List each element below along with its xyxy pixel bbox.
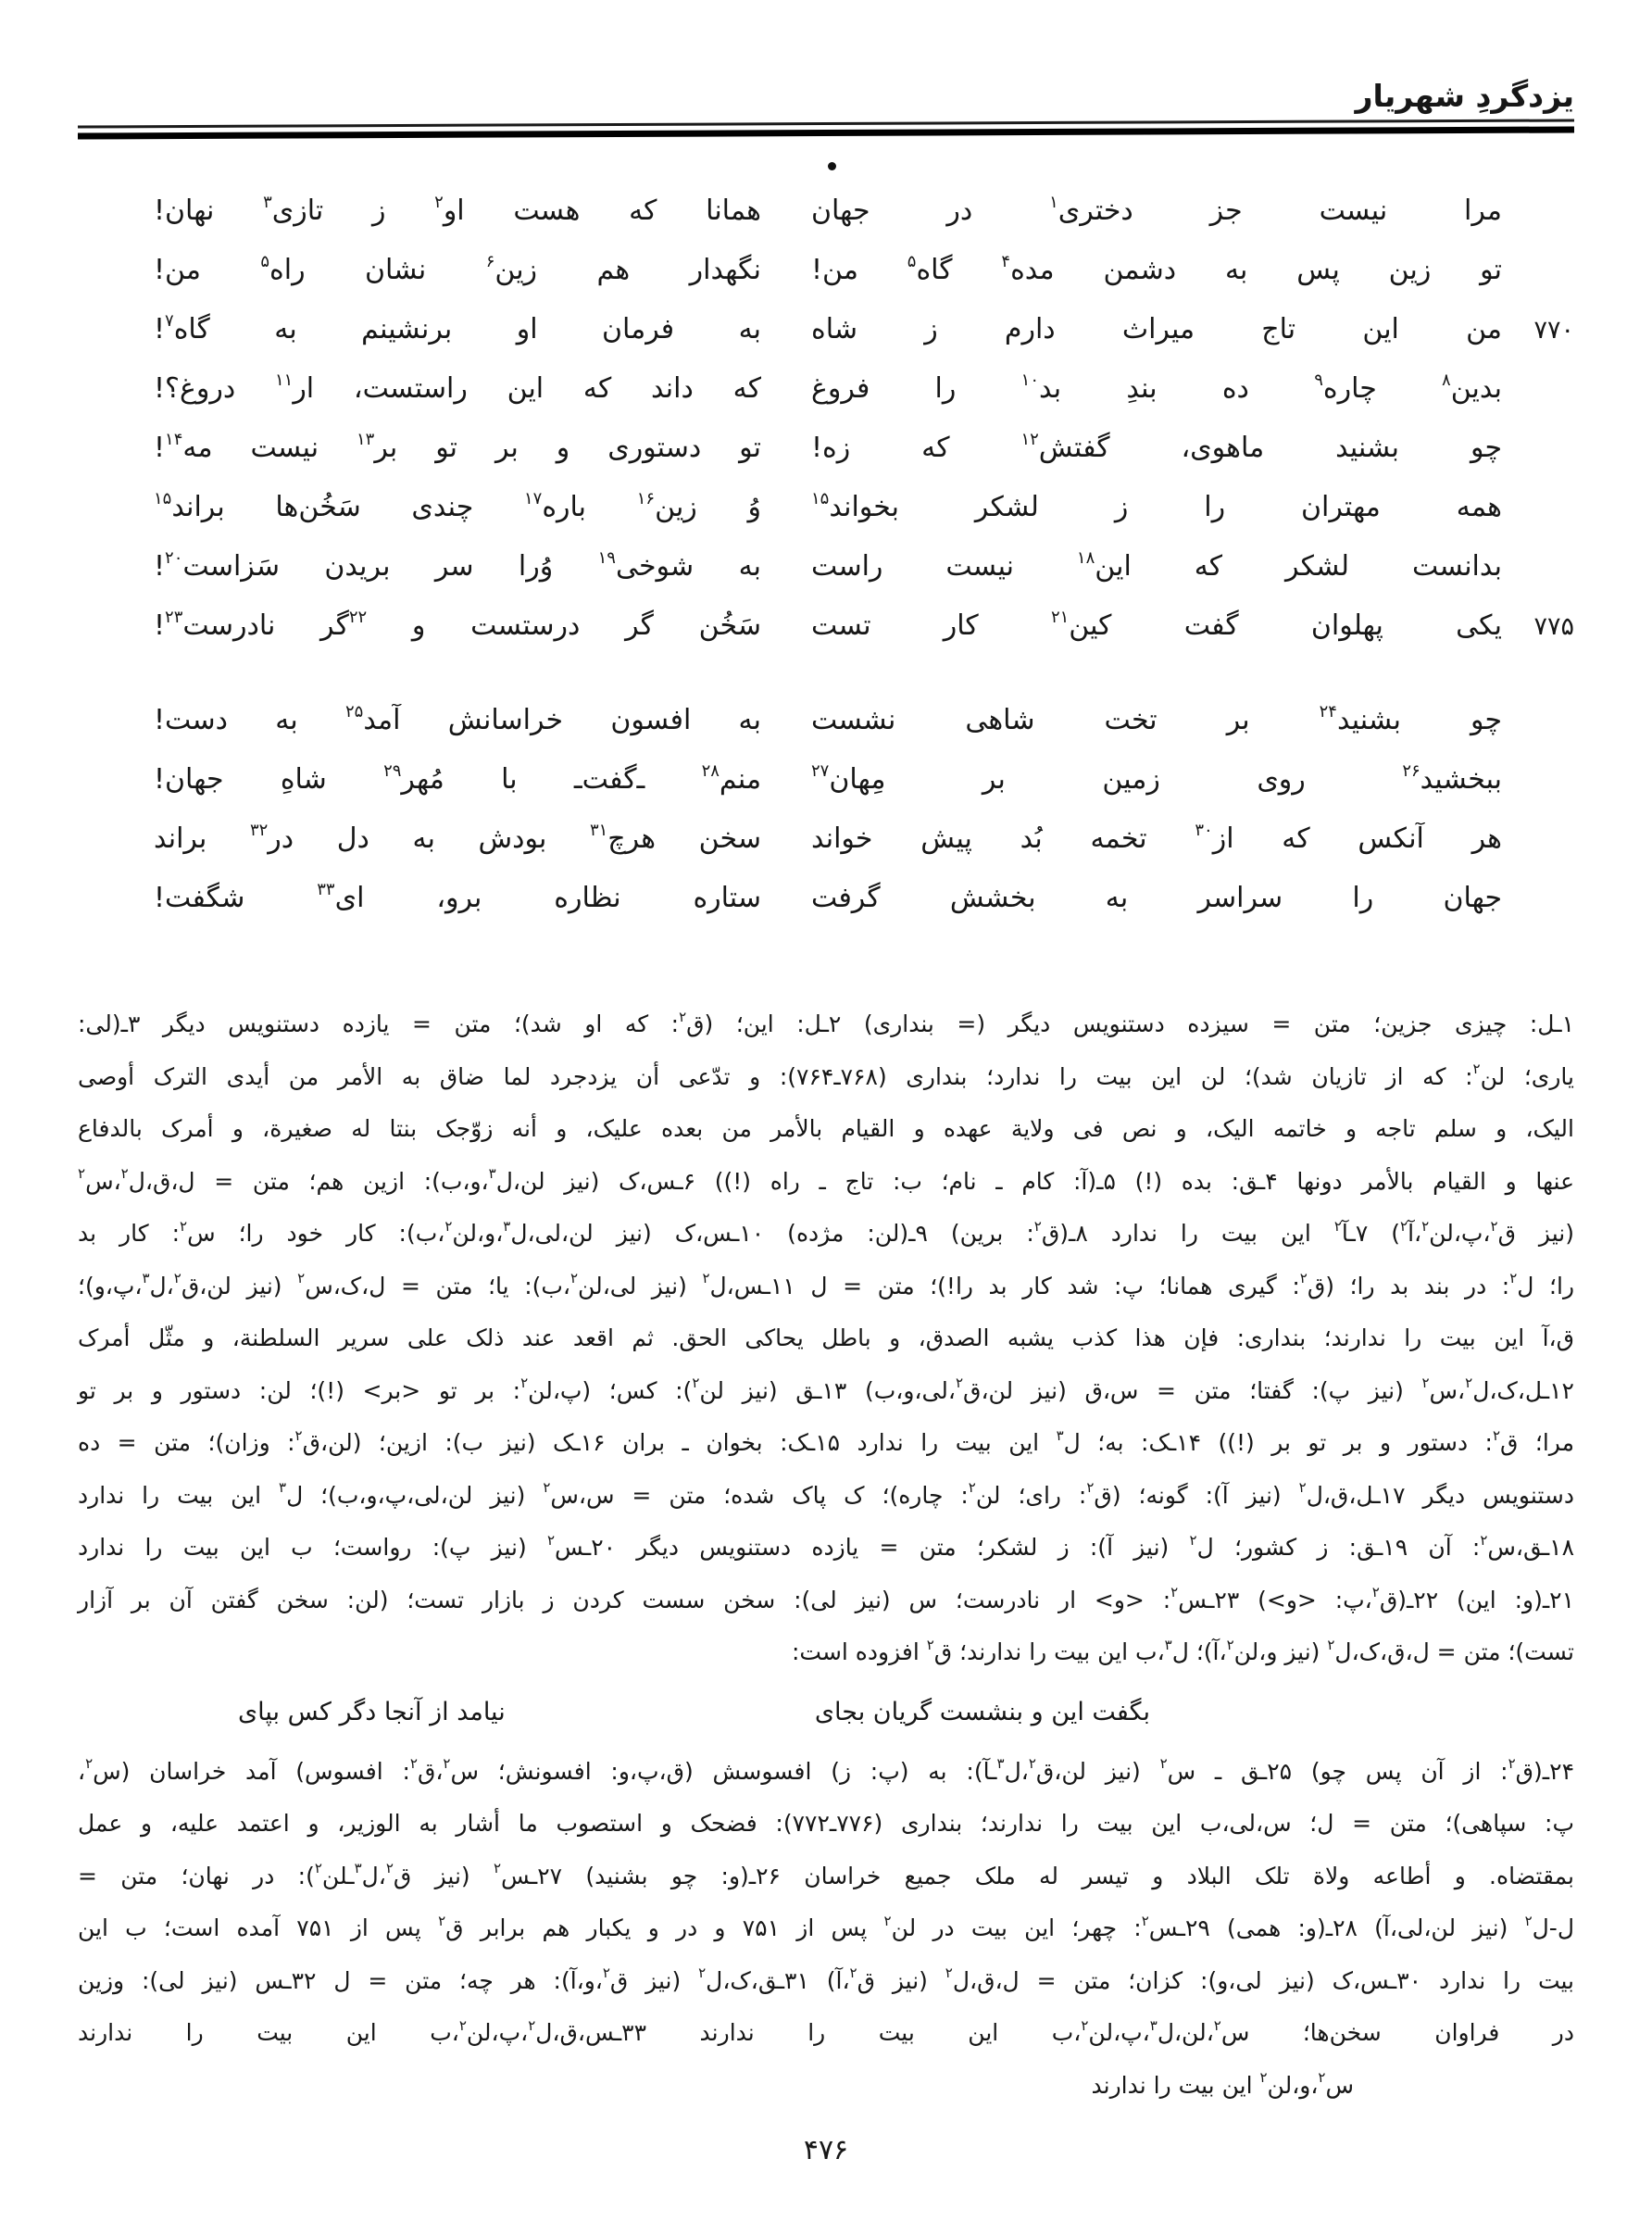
page-header — [78, 78, 1574, 136]
header-rule-thick — [78, 126, 1574, 139]
hemistich-left: ستاره نظاره برو، ای$^{۳۳}$ شگفت! — [154, 882, 761, 914]
poem-couplet — [78, 882, 1574, 941]
footnote-verse-left: نیامد از آنجا دگر کس بپای — [238, 1697, 506, 1726]
footnote-line: پ: سپاهی)؛ متن = ل؛ س،لی،ب این بیت را ندارند؛ بنداری (۷۷۶ـ۷۷۲): فضحک و استصوب ما أشار به الوزیر، و اعتمد علیه، و عمل — [78, 1810, 1574, 1837]
footnote-line: در فراوان سخن‌ها؛ س$^۲$،لن،ل$^۳$،پ،لن$^۲$،ب این بیت را ندارند ۳۳ـس،ق،ل$^۲$،پ،لن$^۲$،ب این بیت را ندارند — [78, 2016, 1574, 2046]
footnote-line: بیت را ندارد ۳۰ـس،ک (نیز لی،و): کزان؛ متن = ل،ق،ل$^۲$ (نیز ق$^۲$،آ) ۳۱ـق،ک،ل$^۲$ (نیز ق$^۲$،و،آ): هر چه؛ متن = ل ۳۲ـس (نیز لی): وزین — [78, 1964, 1574, 1994]
hemistich-right: یکی پهلوان گفت کین$^{۲۱}$ کار تست — [811, 609, 1502, 642]
footnote-line: تست)؛ متن = ل،ق،ک،ل$^۲$ (نیز و،لن$^۲$،آ)؛ ل$^۳$،ب این بیت را ندارند؛ ق$^۲$ افزوده است: — [791, 1636, 1574, 1665]
poem-couplet — [78, 704, 1574, 763]
hemistich-right: هر آنکس که از$^{۳۰}$ تخمه بُد پیش خواند — [811, 822, 1502, 855]
hemistich-right: من این تاج میراث دارم ز شاه — [811, 313, 1502, 345]
hemistich-right: ببخشید$^{۲۶}$ روی زمین بر مِهان$^{۲۷}$ — [811, 763, 1502, 796]
poem-stanza — [78, 195, 1574, 669]
poem-couplet — [78, 432, 1574, 491]
poem-couplet — [78, 822, 1574, 882]
hemistich-left: همانا که هست او$^۲$ ز تازی$^۳$ نهان! — [154, 195, 761, 227]
poem-couplet — [78, 550, 1574, 609]
hemistich-right: بدین$^۸$ چاره$^۹$ ده بندِ بد$^{۱۰}$ را فروغ — [811, 372, 1502, 405]
page-title: یزدگردِ شهریار — [1355, 78, 1574, 114]
poem-stanza — [78, 704, 1574, 941]
hemistich-right: تو زین پس به دشمن مده$^۴$ گاه$^۵$ من! — [811, 254, 1502, 286]
poem-couplet — [78, 313, 1574, 372]
poem-couplet — [78, 195, 1574, 254]
hemistich-left: سخن هرچ$^{۳۱}$ بودش به دل در$^{۳۲}$ براند — [154, 822, 761, 855]
verse-number: ۷۷۵ — [1533, 612, 1574, 641]
footnote-line: ۱۸ـق،س$^۲$: آن ۱۹ـق: ز کشور؛ ل$^۲$ (نیز آ): ز لشکر؛ متن = یازده دستنویس دیگر ۲۰ـس$^۲$ (نیز پ): رواست؛ ب این بیت را ندارد — [78, 1531, 1575, 1561]
footnote-line: ۲۱ـ(و: این) ۲۲ـ(ق$^۲$،پ: <و>) ۲۳ـس$^۲$: <و> ار نادرست؛ س (نیز لی): سخن سست کردن ز بازار تست؛ (لن: سخن گفتن آن بر آزار — [78, 1584, 1575, 1613]
poem-couplet — [78, 609, 1574, 669]
footnote-line: را؛ ل$^۲$: در بند بد را؛ (ق$^۲$: گیری همانا؛ پ: شد کار بد را!)؛ متن = ل ۱۱ـس،ل$^۲$ (نیز لی،لن$^۲$،ب): یا؛ متن = ل،ک،س$^۲$ (نیز لن،ق$^۲$،ل$^۳$،پ،و)؛ — [78, 1270, 1575, 1299]
verse-number: ۷۷۰ — [1533, 316, 1574, 345]
footnote-line: الیک، و سلم تاجه و خاتمه الیک، و نص فی ولایة عهده و القیام بالأمر من بعده علیک، و أنه زوّجک بنتا له صغیرة، و أمرک بالدفاع — [78, 1115, 1574, 1142]
footnote-inline-verse — [238, 1683, 1150, 1742]
poem-section — [78, 195, 1574, 941]
footnote-line: دستنویس دیگر ۱۷ـل،ق،ل$^۲$ (نیز آ): گونه؛ (ق$^۲$: رای؛ لن$^۲$: چاره)؛ ک پاک شده؛ متن = س،س$^۲$ (نیز لن،لی،پ،و،ب)؛ ل$^۳$ این بیت را ندارد — [78, 1479, 1575, 1509]
poem-couplet — [78, 372, 1574, 432]
hemistich-left: به شوخی$^{۱۹}$ وُرا سر بریدن سَزاست$^{۲۰}$! — [154, 550, 761, 583]
hemistich-right: بدانست لشکر که این$^{۱۸}$ نیست راست — [811, 550, 1502, 583]
footnote-line: مرا؛ ق$^۲$: دستور و بر تو بر (!)) ۱۴ـک: به؛ ل$^۳$ این بیت را ندارد ۱۵ـک: بخوان ـ بران ۱۶ـک (نیز ب): ازین؛ (لن،ق$^۲$: وزان)؛ متن = ده — [78, 1426, 1574, 1456]
footnote-line: عنها و القیام بالأمر دونها ۴ـق: بده (!) ۵ـ(آ: کام ـ نام؛ ب: تاج ـ راه (!)) ۶ـس،ک (نیز لن،ل$^۳$،و،ب): ازین هم؛ متن = ل،ق،ل$^۲$،س$^۲$ — [78, 1165, 1574, 1195]
hemistich-right: مرا نیست جز دختری$^۱$ در جهان — [811, 195, 1502, 227]
footnote-line: (نیز ق$^۲$،پ،لن$^۲$،آ$^۲$) ۷ـآ$^۲$ این بیت را ندارد ۸ـ(ق$^۲$: برین) ۹ـ(لن: مژده) ۱۰ـس،ک (نیز لن،لی،ل$^۳$،و،لن$^۲$،ب): کار خود را؛ س$^۲$: کار بد — [78, 1217, 1574, 1247]
footnote-line: بمقتضاه. و أطاعه ولاة تلک البلاد و تیسر له ملک جمیع خراسان ۲۶ـ(و: چو بشنید) ۲۷ـس$^۲$ (نیز ق$^۲$،ل$^۳$ـلن$^۲$): در نهان؛ متن = — [78, 1860, 1575, 1889]
hemistich-left: منم$^{۲۸}$ ـ‌گفت‌ـ با مُهرِ$^{۲۹}$ شاهِ جهان! — [154, 763, 761, 796]
hemistich-left: به فرمان او برنشینم به گاه$^۷$! — [154, 313, 761, 345]
footnote-verse-right: بگفت این و بنشست گریان بجای — [814, 1697, 1150, 1726]
footnote-line: ق،آ این بیت را ندارند؛ بنداری: فإن هذا کذب یشبه الصدق، و باطل یحاکی الحق. ثم اقعد عند ذلک علی سریر السلطنة، و مثّل أمرک — [78, 1324, 1574, 1351]
hemistich-right: چو بشنید$^{۲۴}$ بر تخت شاهی نشست — [811, 704, 1502, 736]
poem-couplet — [78, 491, 1574, 550]
separator-dot — [828, 162, 836, 170]
hemistich-left: تو دستوری و بر تو بر$^{۱۳}$ نیست مه$^{۱۴}$! — [154, 432, 761, 464]
footnote-line: یاری؛ لن$^۲$: که از تازیان شد)؛ لن این بیت را ندارد؛ بنداری (۷۶۸ـ۷۶۴): و تدّعی أن یزدجرد لما ضاق به الأمر من أیدی الترک أوصی — [78, 1061, 1574, 1090]
hemistich-left: وُ زین$^{۱۶}$ باره$^{۱۷}$ چندی سَخُن‌ها براند$^{۱۵}$ — [154, 491, 761, 523]
page-number: ۴۷۶ — [803, 2134, 849, 2166]
hemistich-left: به افسون خراسانش آمد$^{۲۵}$ به دست! — [154, 704, 761, 736]
apparatus-footnotes — [78, 998, 1574, 2112]
footnote-line: ۱ـل: چیزی جزین؛ متن = سیزده دستنویس دیگر (= بنداری) ۲ـل: این؛ (ق$^۲$: که او شد)؛ متن = یازده دستنویس دیگر ۳ـ(لی: — [78, 1008, 1575, 1037]
poem-couplet — [78, 254, 1574, 313]
hemistich-left: نگهدار هم زین$^۶$ نشان راه$^۵$ من! — [154, 254, 761, 286]
hemistich-right: همه مهتران را ز لشکر بخواند$^{۱۵}$ — [811, 491, 1502, 523]
footnote-line: ل-ل$^۲$ (نیز لن،لی،آ) ۲۸ـ(و: همی) ۲۹ـس$^۲$: چهر؛ این بیت در لن$^۲$ پس از ۷۵۱ و در و یکبار هم برابر ق$^۲$ پس از ۷۵۱ آمده است؛ ب این — [78, 1912, 1574, 1941]
footnote-line: س$^۲$،و،لن$^۲$ این بیت را ندارند — [1091, 2069, 1354, 2099]
hemistich-right: چو بشنید ماهوی، گفتش$^{۱۲}$ که زه! — [811, 432, 1502, 464]
hemistich-right: جهان را سراسر به بخشش گرفت — [811, 882, 1502, 914]
footnote-line: ۱۲ـل،ک،ل$^۲$،س$^۲$ (نیز پ): گفتا؛ متن = س،ق (نیز لن،ق$^۲$،لی،و،ب) ۱۳ـق (نیز لن$^۲$): کس؛ (پ،لن$^۲$: بر تو <بر> (!)؛ لن: دستور و بر تو — [78, 1374, 1574, 1404]
footnote-line: ۲۴ـ(ق$^۲$: از آن پس چو) ۲۵ـق ـ س$^۲$ (نیز لن،ق$^۲$،ل$^۳$ـآ): به (پ: ز) افسوسش (ق،پ،و: افسونش؛ س$^۲$،ق$^۲$: افسوس) آمد خراسان (س$^۲$، — [78, 1755, 1574, 1785]
hemistich-left: سَخُن گر درستست و $^{۲۲}$گر نادرست$^{۲۳}$! — [154, 609, 761, 642]
poem-couplet — [78, 763, 1574, 822]
hemistich-left: که داند که این راستست، ار$^{۱۱}$ دروغ؟! — [154, 372, 761, 405]
